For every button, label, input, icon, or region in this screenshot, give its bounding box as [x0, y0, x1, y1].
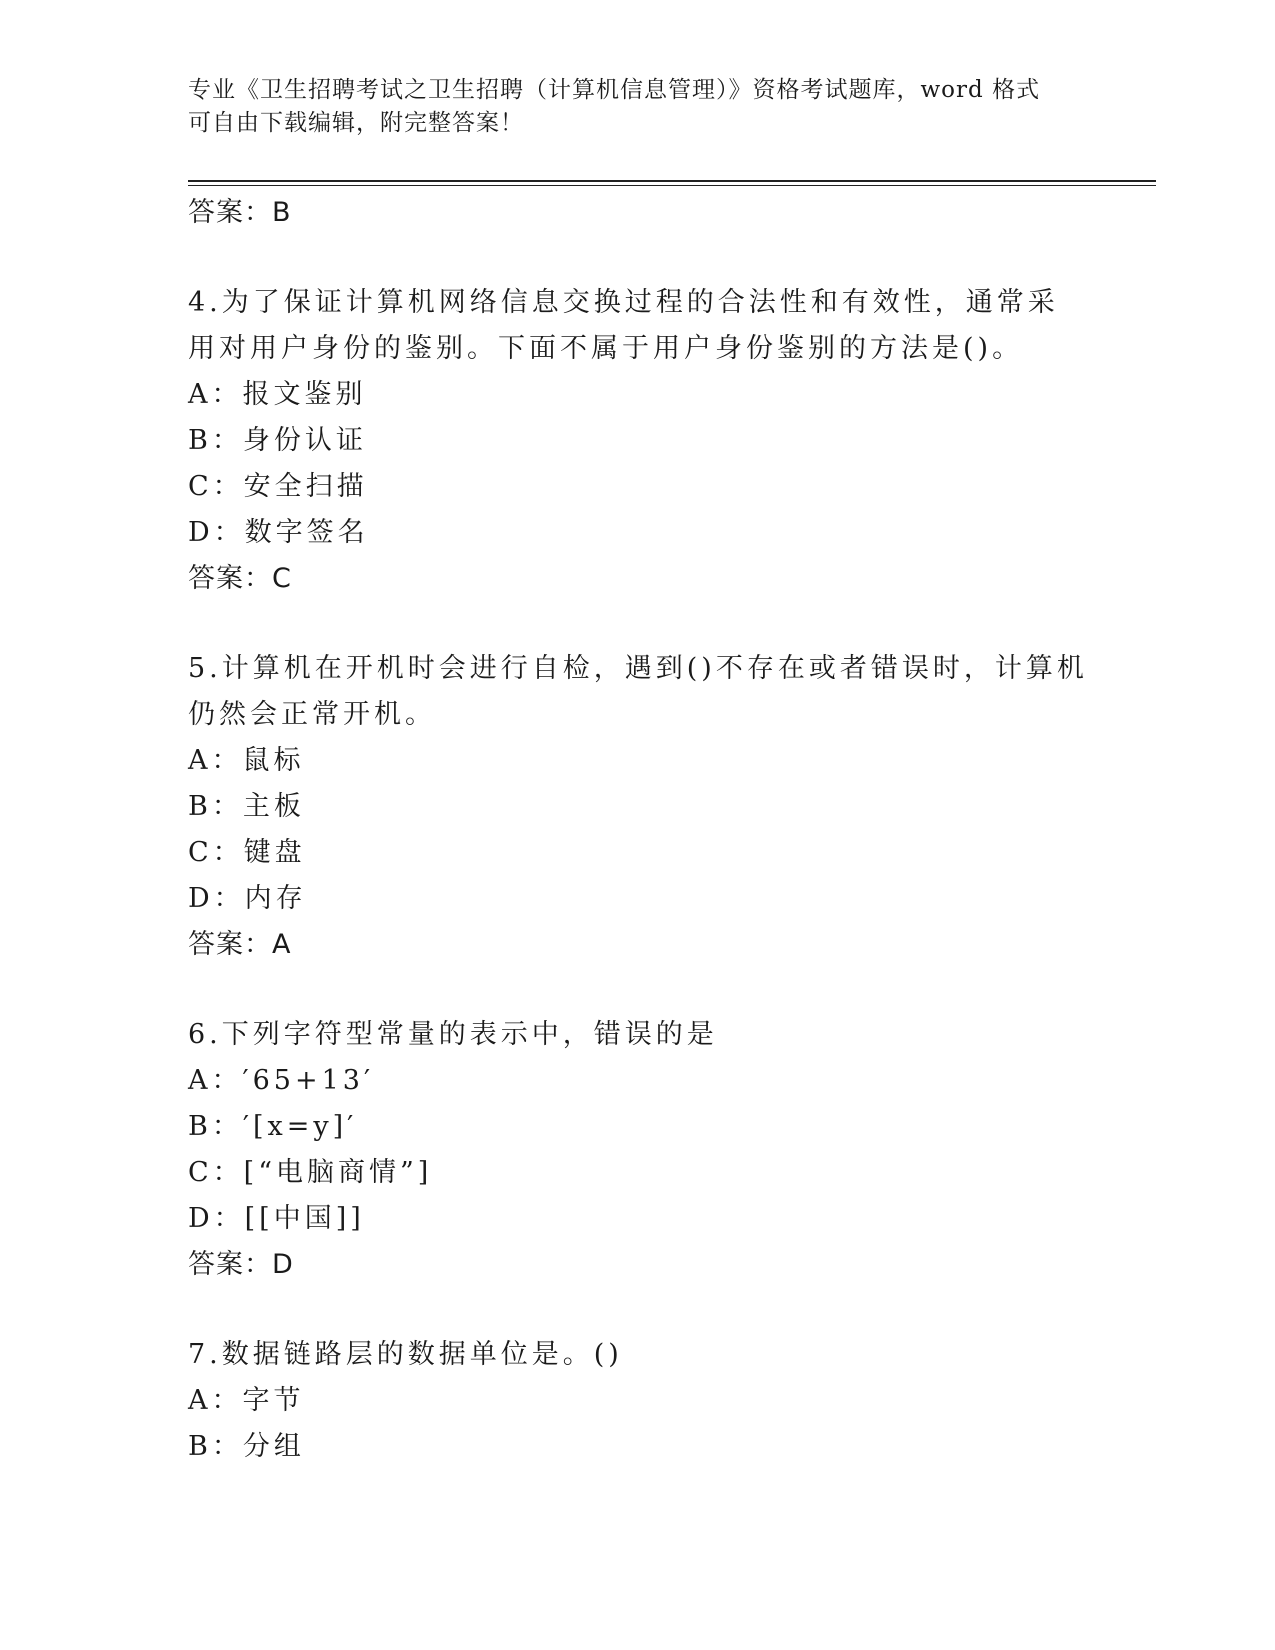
- option-c: C：安全扫描: [188, 471, 368, 502]
- question-6: [188, 1012, 1088, 1288]
- option-b: B：分组: [188, 1431, 305, 1462]
- answer-line: 答案：B: [188, 197, 292, 228]
- question-list: [188, 190, 1088, 1470]
- question-stem: 4.为了保证计算机网络信息交换过程的合法性和有效性，通常采用对用户身份的鉴别。下面不属于用户身份鉴别的方法是()。: [188, 287, 1059, 364]
- answer-line: 答案：A: [188, 929, 292, 960]
- option-c: C：键盘: [188, 837, 306, 868]
- question-stem: 5.计算机在开机时会进行自检，遇到()不存在或者错误时，计算机仍然会正常开机。: [188, 653, 1088, 730]
- option-d: D：数字签名: [188, 517, 369, 548]
- question-5: [188, 646, 1088, 968]
- option-d: D：内存: [188, 883, 307, 914]
- answer-line: 答案：C: [188, 563, 292, 594]
- question-7: [188, 1332, 1088, 1470]
- answer-line: 答案：D: [188, 1249, 294, 1280]
- header-divider: [188, 180, 1156, 182]
- question-stem: 6.下列字符型常量的表示中，错误的是: [188, 1019, 718, 1050]
- option-b: B：′[x=y]′: [188, 1111, 358, 1142]
- document-header: [188, 74, 1088, 140]
- option-a: A：′65+13′: [188, 1065, 375, 1096]
- header-line-1: 专业《卫生招聘考试之卫生招聘（计算机信息管理）》资格考试题库，word 格式: [188, 77, 1041, 103]
- header-line-2: 可自由下载编辑，附完整答案！: [188, 110, 524, 136]
- option-c: C：[“电脑商情”]: [188, 1157, 433, 1188]
- question-4: [188, 280, 1088, 602]
- option-a: A：字节: [188, 1385, 305, 1416]
- option-a: A：报文鉴别: [188, 379, 367, 410]
- option-a: A：鼠标: [188, 745, 305, 776]
- header-divider-thin: [188, 185, 1156, 186]
- question-stem: 7.数据链路层的数据单位是。(): [188, 1339, 623, 1370]
- option-d: D：[[中国]]: [188, 1203, 365, 1234]
- option-b: B：主板: [188, 791, 305, 822]
- option-b: B：身份认证: [188, 425, 367, 456]
